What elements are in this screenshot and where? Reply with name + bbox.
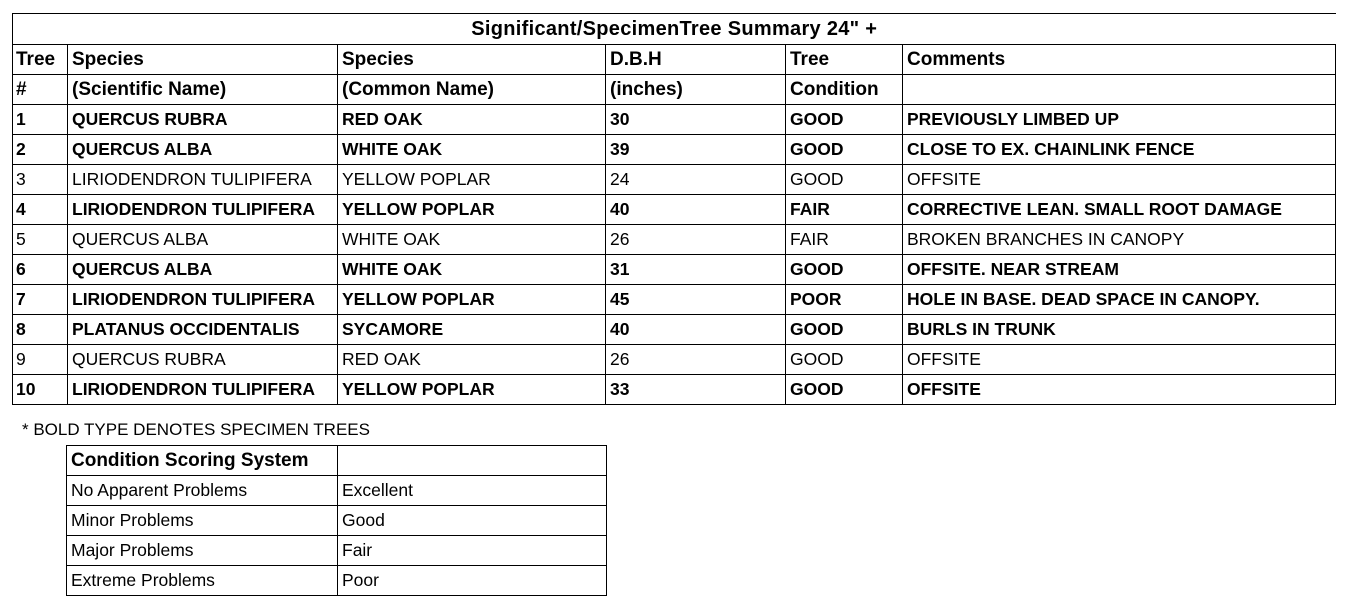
tree-number-cell: 9 bbox=[13, 345, 68, 375]
scientific-name-cell: QUERCUS ALBA bbox=[68, 225, 338, 255]
comment-cell: CLOSE TO EX. CHAINLINK FENCE bbox=[903, 135, 1336, 165]
legend-row bbox=[67, 476, 607, 506]
comment-cell: PREVIOUSLY LIMBED UP bbox=[903, 105, 1336, 135]
table-row bbox=[13, 225, 1336, 255]
table-row bbox=[13, 375, 1336, 405]
scientific-name-cell: LIRIODENDRON TULIPIFERA bbox=[68, 165, 338, 195]
table-row bbox=[13, 195, 1336, 225]
dbh-value-cell: 45 bbox=[606, 285, 786, 315]
condition-cell: GOOD bbox=[786, 135, 903, 165]
tree-number-cell: 10 bbox=[13, 375, 68, 405]
dbh-value-cell: 26 bbox=[606, 225, 786, 255]
legend-row bbox=[67, 536, 607, 566]
header-number: # bbox=[13, 75, 68, 105]
tree-number-cell: 5 bbox=[13, 225, 68, 255]
common-name-cell: RED OAK bbox=[338, 105, 606, 135]
common-name-cell: YELLOW POPLAR bbox=[338, 285, 606, 315]
header-row-2 bbox=[13, 75, 1336, 105]
condition-cell: GOOD bbox=[786, 345, 903, 375]
tree-number-cell: 1 bbox=[13, 105, 68, 135]
legend-rating-cell: Poor bbox=[338, 566, 607, 596]
header-inches: (inches) bbox=[606, 75, 786, 105]
dbh-value-cell: 39 bbox=[606, 135, 786, 165]
legend-rating-cell: Fair bbox=[338, 536, 607, 566]
tree-summary-sheet bbox=[12, 13, 1335, 439]
header-common-name: (Common Name) bbox=[338, 75, 606, 105]
legend-rating-cell: Good bbox=[338, 506, 607, 536]
common-name-cell: YELLOW POPLAR bbox=[338, 165, 606, 195]
condition-cell: GOOD bbox=[786, 105, 903, 135]
common-name-cell: YELLOW POPLAR bbox=[338, 375, 606, 405]
comment-cell: OFFSITE bbox=[903, 375, 1336, 405]
comment-cell: BROKEN BRANCHES IN CANOPY bbox=[903, 225, 1336, 255]
specimen-tree-table bbox=[12, 13, 1336, 405]
condition-cell: GOOD bbox=[786, 165, 903, 195]
header-comments-blank bbox=[903, 75, 1336, 105]
header-scientific-name: (Scientific Name) bbox=[68, 75, 338, 105]
tree-number-cell: 3 bbox=[13, 165, 68, 195]
dbh-value-cell: 30 bbox=[606, 105, 786, 135]
dbh-value-cell: 40 bbox=[606, 195, 786, 225]
comment-cell: HOLE IN BASE. DEAD SPACE IN CANOPY. bbox=[903, 285, 1336, 315]
scientific-name-cell: LIRIODENDRON TULIPIFERA bbox=[68, 375, 338, 405]
condition-cell: POOR bbox=[786, 285, 903, 315]
comment-cell: OFFSITE bbox=[903, 165, 1336, 195]
condition-cell: GOOD bbox=[786, 255, 903, 285]
header-row-1 bbox=[13, 45, 1336, 75]
header-species-common: Species bbox=[338, 45, 606, 75]
legend-row bbox=[67, 506, 607, 536]
condition-scoring-legend bbox=[66, 445, 607, 596]
legend-rating-cell: Excellent bbox=[338, 476, 607, 506]
scientific-name-cell: PLATANUS OCCIDENTALIS bbox=[68, 315, 338, 345]
header-condition: Condition bbox=[786, 75, 903, 105]
table-row bbox=[13, 345, 1336, 375]
table-row bbox=[13, 315, 1336, 345]
table-row bbox=[13, 105, 1336, 135]
legend-title-blank bbox=[338, 446, 607, 476]
table-row bbox=[13, 255, 1336, 285]
tree-number-cell: 8 bbox=[13, 315, 68, 345]
header-species-scientific: Species bbox=[68, 45, 338, 75]
tree-number-cell: 6 bbox=[13, 255, 68, 285]
header-tree-condition: Tree bbox=[786, 45, 903, 75]
table-row bbox=[13, 165, 1336, 195]
legend-problem-cell: No Apparent Problems bbox=[67, 476, 338, 506]
legend-title: Condition Scoring System bbox=[67, 446, 338, 476]
common-name-cell: RED OAK bbox=[338, 345, 606, 375]
scientific-name-cell: QUERCUS RUBRA bbox=[68, 345, 338, 375]
common-name-cell: YELLOW POPLAR bbox=[338, 195, 606, 225]
comment-cell: OFFSITE. NEAR STREAM bbox=[903, 255, 1336, 285]
legend-problem-cell: Minor Problems bbox=[67, 506, 338, 536]
scientific-name-cell: QUERCUS ALBA bbox=[68, 255, 338, 285]
table-title: Significant/SpecimenTree Summary 24" + bbox=[13, 14, 1336, 45]
dbh-value-cell: 40 bbox=[606, 315, 786, 345]
legend-problem-cell: Major Problems bbox=[67, 536, 338, 566]
comment-cell: CORRECTIVE LEAN. SMALL ROOT DAMAGE bbox=[903, 195, 1336, 225]
comment-cell: OFFSITE bbox=[903, 345, 1336, 375]
specimen-note: * BOLD TYPE DENOTES SPECIMEN TREES bbox=[22, 420, 370, 439]
tree-number-cell: 4 bbox=[13, 195, 68, 225]
legend-row bbox=[67, 566, 607, 596]
dbh-value-cell: 24 bbox=[606, 165, 786, 195]
comment-cell: BURLS IN TRUNK bbox=[903, 315, 1336, 345]
header-tree: Tree bbox=[13, 45, 68, 75]
common-name-cell: WHITE OAK bbox=[338, 255, 606, 285]
header-dbh: D.B.H bbox=[606, 45, 786, 75]
scientific-name-cell: LIRIODENDRON TULIPIFERA bbox=[68, 285, 338, 315]
legend-problem-cell: Extreme Problems bbox=[67, 566, 338, 596]
dbh-value-cell: 26 bbox=[606, 345, 786, 375]
table-title-row bbox=[13, 14, 1336, 45]
common-name-cell: WHITE OAK bbox=[338, 135, 606, 165]
legend-header-row bbox=[67, 446, 607, 476]
dbh-value-cell: 31 bbox=[606, 255, 786, 285]
table-row bbox=[13, 285, 1336, 315]
header-comments: Comments bbox=[903, 45, 1336, 75]
scientific-name-cell: QUERCUS RUBRA bbox=[68, 105, 338, 135]
dbh-value-cell: 33 bbox=[606, 375, 786, 405]
condition-cell: FAIR bbox=[786, 195, 903, 225]
condition-cell: GOOD bbox=[786, 315, 903, 345]
condition-cell: GOOD bbox=[786, 375, 903, 405]
tree-number-cell: 2 bbox=[13, 135, 68, 165]
common-name-cell: WHITE OAK bbox=[338, 225, 606, 255]
table-row bbox=[13, 135, 1336, 165]
scientific-name-cell: LIRIODENDRON TULIPIFERA bbox=[68, 195, 338, 225]
tree-number-cell: 7 bbox=[13, 285, 68, 315]
common-name-cell: SYCAMORE bbox=[338, 315, 606, 345]
scientific-name-cell: QUERCUS ALBA bbox=[68, 135, 338, 165]
condition-cell: FAIR bbox=[786, 225, 903, 255]
